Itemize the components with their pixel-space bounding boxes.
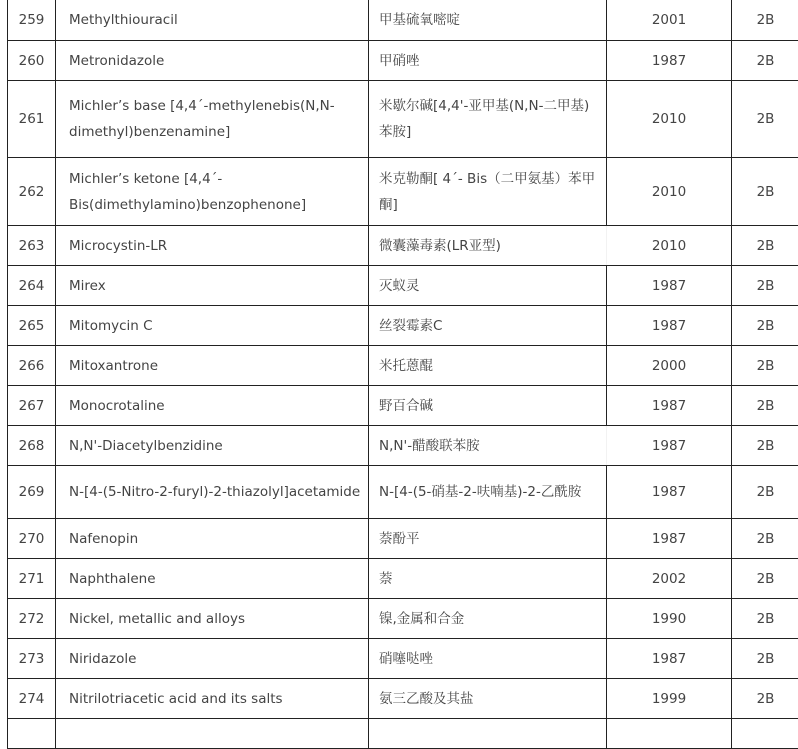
row-number: 259: [8, 0, 56, 41]
iarc-group: 2B: [732, 639, 798, 679]
evaluation-year: 1987: [607, 639, 732, 679]
iarc-group: 2B: [732, 41, 798, 81]
evaluation-year-empty: [607, 719, 732, 749]
carcinogen-table: [7, 0, 798, 749]
iarc-group: 2B: [732, 599, 798, 639]
iarc-group: 2B: [732, 346, 798, 386]
agent-name-chinese: 镍,金属和合金: [369, 599, 607, 639]
evaluation-year: 2001: [607, 0, 732, 41]
agent-name-chinese: N,N'-醋酸联苯胺: [369, 426, 607, 466]
iarc-group: 2B: [732, 158, 798, 226]
row-number: 269: [8, 466, 56, 519]
agent-name: Metronidazole: [56, 41, 369, 81]
iarc-group: 2B: [732, 519, 798, 559]
agent-name-chinese: 甲硝唑: [369, 41, 607, 81]
row-number-empty: [8, 719, 56, 749]
agent-name: Methylthiouracil: [56, 0, 369, 41]
agent-name: Microcystin-LR: [56, 226, 369, 266]
evaluation-year: 1987: [607, 306, 732, 346]
agent-name-chinese-empty: [369, 719, 607, 749]
table-row: [8, 158, 798, 226]
table-row: [8, 41, 798, 81]
agent-name: Naphthalene: [56, 559, 369, 599]
evaluation-year: 1987: [607, 466, 732, 519]
agent-name-chinese: 野百合碱: [369, 386, 607, 426]
evaluation-year: 1987: [607, 41, 732, 81]
table-row: [8, 466, 798, 519]
agent-name: Nickel, metallic and alloys: [56, 599, 369, 639]
evaluation-year: 1987: [607, 519, 732, 559]
agent-name-chinese: 米克勒酮[ 4´- Bis（二甲氨基）苯甲酮]: [369, 158, 607, 226]
table-row: [8, 306, 798, 346]
agent-name: N-[4-(5-Nitro-2-furyl)-2-thiazolyl]acetamide: [56, 466, 369, 519]
iarc-group: 2B: [732, 466, 798, 519]
evaluation-year: 1987: [607, 386, 732, 426]
agent-name-empty: [56, 719, 369, 749]
evaluation-year: 2010: [607, 226, 732, 266]
table-row: [8, 599, 798, 639]
evaluation-year: 2010: [607, 158, 732, 226]
agent-name-chinese: 萘酚平: [369, 519, 607, 559]
table-row: [8, 81, 798, 158]
iarc-group: 2B: [732, 386, 798, 426]
table-row: [8, 679, 798, 719]
evaluation-year: 1987: [607, 426, 732, 466]
table-row: [8, 639, 798, 679]
table-row: [8, 226, 798, 266]
iarc-group: 2B: [732, 81, 798, 158]
agent-name: N,N'-Diacetylbenzidine: [56, 426, 369, 466]
agent-name-chinese: N-[4-(5-硝基-2-呋喃基)-2-乙酰胺: [369, 466, 607, 519]
row-number: 273: [8, 639, 56, 679]
row-number: 274: [8, 679, 56, 719]
table-row-partial: [8, 719, 798, 749]
table-row: [8, 346, 798, 386]
row-number: 262: [8, 158, 56, 226]
agent-name: Mitoxantrone: [56, 346, 369, 386]
row-number: 270: [8, 519, 56, 559]
table-row: [8, 426, 798, 466]
evaluation-year: 2002: [607, 559, 732, 599]
row-number: 265: [8, 306, 56, 346]
table-row: [8, 519, 798, 559]
evaluation-year: 1987: [607, 266, 732, 306]
evaluation-year: 1999: [607, 679, 732, 719]
iarc-group: 2B: [732, 426, 798, 466]
row-number: 266: [8, 346, 56, 386]
row-number: 264: [8, 266, 56, 306]
iarc-group: 2B: [732, 226, 798, 266]
iarc-group: 2B: [732, 306, 798, 346]
agent-name-chinese: 萘: [369, 559, 607, 599]
agent-name-chinese: 米托蒽醌: [369, 346, 607, 386]
row-number: 272: [8, 599, 56, 639]
iarc-group: 2B: [732, 559, 798, 599]
evaluation-year: 2000: [607, 346, 732, 386]
agent-name: Nitrilotriacetic acid and its salts: [56, 679, 369, 719]
agent-name: Mitomycin C: [56, 306, 369, 346]
row-number: 268: [8, 426, 56, 466]
agent-name-chinese: 米歇尔碱[4,4'-亚甲基(N,N-二甲基)苯胺]: [369, 81, 607, 158]
agent-name: Michler’s ketone [4,4´-Bis(dimethylamino)benzophenone]: [56, 158, 369, 226]
evaluation-year: 1990: [607, 599, 732, 639]
agent-name-chinese: 氨三乙酸及其盐: [369, 679, 607, 719]
agent-name-chinese: 甲基硫氧嘧啶: [369, 0, 607, 41]
row-number: 271: [8, 559, 56, 599]
agent-name: Michler’s base [4,4´-methylenebis(N,N-dimethyl)benzenamine]: [56, 81, 369, 158]
agent-name-chinese: 丝裂霉素C: [369, 306, 607, 346]
iarc-group: 2B: [732, 266, 798, 306]
table-row: [8, 386, 798, 426]
row-number: 263: [8, 226, 56, 266]
row-number: 260: [8, 41, 56, 81]
agent-name-chinese: 灭蚁灵: [369, 266, 607, 306]
agent-name: Niridazole: [56, 639, 369, 679]
table-row: [8, 266, 798, 306]
row-number: 261: [8, 81, 56, 158]
iarc-group: 2B: [732, 679, 798, 719]
agent-name-chinese: 微囊藻毒素(LR亚型): [369, 226, 607, 266]
row-number: 267: [8, 386, 56, 426]
agent-name-chinese: 硝噻哒唑: [369, 639, 607, 679]
agent-name: Monocrotaline: [56, 386, 369, 426]
iarc-group: 2B: [732, 0, 798, 41]
agent-name: Nafenopin: [56, 519, 369, 559]
table-row: [8, 559, 798, 599]
agent-name: Mirex: [56, 266, 369, 306]
evaluation-year: 2010: [607, 81, 732, 158]
table-row: [8, 0, 798, 41]
iarc-group-empty: [732, 719, 798, 749]
